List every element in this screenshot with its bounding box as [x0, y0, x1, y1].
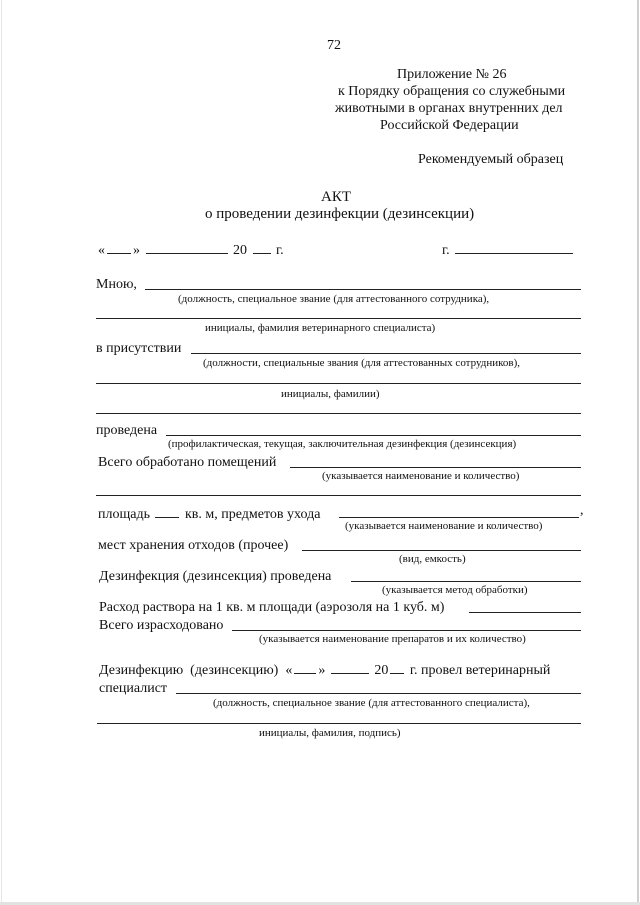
- method-label: Дезинфекция (дезинсекция) проведена: [99, 569, 332, 584]
- signature-line[interactable]: [97, 723, 581, 724]
- appendix-line-2: к Порядку обращения со служебными: [338, 84, 566, 99]
- conducted-label: проведена: [96, 423, 158, 438]
- presence-caption-2: инициалы, фамилии): [281, 388, 380, 400]
- conducted-caption: (профилактическая, текущая, заключительная дезинфекция (дезинсекция): [168, 438, 517, 450]
- vet-caption: инициалы, фамилия ветеринарного специалиста): [205, 322, 436, 334]
- rooms-line-2[interactable]: [96, 495, 581, 496]
- area-comma: ,: [580, 503, 584, 518]
- total-caption: (указывается наименование препаратов и их количество): [259, 633, 526, 645]
- specialist-line[interactable]: [176, 693, 581, 694]
- area-row: площадь кв. м, предметов ухода: [98, 507, 321, 522]
- presence-label: в присутствии: [96, 341, 182, 356]
- by-me-label: Мною,: [96, 277, 137, 292]
- day-field[interactable]: [107, 241, 131, 254]
- final-row: Дезинфекцию (дезинсекцию) « » 20 г. провел ветеринарный: [99, 663, 551, 678]
- specialist-caption: (должность, специальное звание (для аттестованного специалиста),: [213, 697, 530, 709]
- waste-label: мест хранения отходов (прочее): [98, 538, 289, 553]
- method-caption: (указывается метод обработки): [382, 584, 528, 596]
- solution-label: Расход раствора на 1 кв. м площади (аэрозоля на 1 куб. м): [99, 600, 445, 615]
- year-field[interactable]: [253, 241, 271, 254]
- specialist-label: специалист: [99, 681, 168, 696]
- waste-caption: (вид, емкость): [399, 553, 466, 565]
- conducted-line[interactable]: [166, 435, 581, 436]
- final-year-field[interactable]: [390, 661, 404, 674]
- by-me-line[interactable]: [145, 289, 581, 290]
- doc-title: АКТ: [321, 189, 351, 205]
- city-row: г.: [442, 241, 575, 259]
- appendix-line-4: Российской Федерации: [380, 118, 519, 133]
- method-line[interactable]: [351, 581, 581, 582]
- page-number: 72: [327, 38, 341, 53]
- rooms-line[interactable]: [290, 467, 581, 468]
- final-day-field[interactable]: [294, 661, 316, 674]
- page-edge-right: [637, 0, 639, 905]
- presence-caption: (должности, специальные звания (для аттестованных сотрудников),: [203, 357, 521, 369]
- appendix-line-3: животными в органах внутренних дел: [335, 101, 563, 116]
- area-field[interactable]: [155, 505, 179, 518]
- page-edge-left: [1, 0, 2, 905]
- solution-line[interactable]: [469, 612, 581, 613]
- rooms-label: Всего обработано помещений: [98, 455, 277, 470]
- doc-subtitle: о проведении дезинфекции (дезинсекции): [205, 206, 475, 222]
- presence-line-2[interactable]: [96, 383, 581, 384]
- city-field[interactable]: [455, 241, 573, 254]
- total-line[interactable]: [232, 630, 581, 631]
- area-caption: (указывается наименование и количество): [345, 520, 543, 532]
- vet-line[interactable]: [96, 318, 581, 319]
- care-items-line[interactable]: [339, 517, 579, 518]
- signature-caption: инициалы, фамилия, подпись): [259, 727, 401, 739]
- date-row: « » 20 г.: [98, 243, 284, 258]
- sample-label: Рекомендуемый образец: [418, 152, 564, 167]
- presence-line-3[interactable]: [96, 413, 581, 414]
- by-me-caption: (должность, специальное звание (для аттестованного сотрудника),: [178, 293, 490, 305]
- presence-line[interactable]: [191, 353, 581, 354]
- final-month-field[interactable]: [331, 661, 369, 674]
- total-label: Всего израсходовано: [99, 618, 224, 633]
- month-field[interactable]: [146, 241, 228, 254]
- appendix-line-1: Приложение № 26: [397, 67, 507, 82]
- waste-line[interactable]: [302, 550, 581, 551]
- rooms-caption: (указывается наименование и количество): [322, 470, 520, 482]
